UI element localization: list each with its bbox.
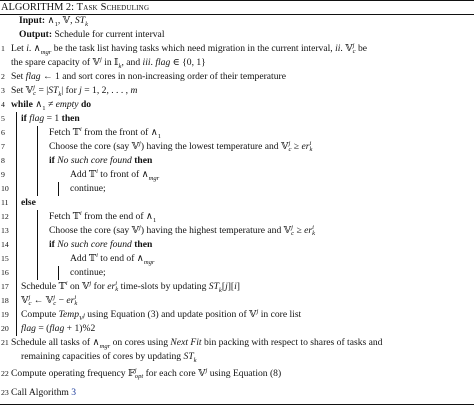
algorithm-line-8 xyxy=(0,154,474,168)
line-text: if flag = 1 then xyxy=(21,113,80,124)
line-number: 14 xyxy=(1,240,9,249)
line-number: 1 xyxy=(1,44,5,53)
line-number: 21 xyxy=(1,338,9,347)
line-number: 2 xyxy=(1,72,5,81)
line-number: 22 xyxy=(1,369,9,378)
line-text: Compute operating frequency 𝔽j opt for each core 𝕍$^j$ using Equation (8) xyxy=(11,366,282,380)
line-text: Add 𝕋$^i$ to front of $\wedge_{mgr}$ xyxy=(70,167,160,182)
algorithm-title xyxy=(1,1,149,14)
input-value: $\wedge_1$, 𝕍, $ST_k$ xyxy=(47,15,88,28)
algorithm-line-12 xyxy=(0,210,474,224)
algorithm-line-14 xyxy=(0,238,474,252)
line-number: 16 xyxy=(1,268,9,277)
line-number: 9 xyxy=(1,170,5,179)
line-text: Fetch 𝕋$^i$ from the front of $\wedge_1$ xyxy=(49,125,162,140)
algorithm-line-23 xyxy=(0,386,474,400)
line-text: Call Algorithm 3 xyxy=(11,387,77,398)
line-number: 5 xyxy=(1,114,5,123)
line-text: continue; xyxy=(70,183,106,194)
line-number: 20 xyxy=(1,324,9,333)
algorithm-line-20 xyxy=(0,322,474,336)
line-number: 6 xyxy=(1,128,5,137)
line-number: 12 xyxy=(1,212,9,221)
algorithm-name: Task Scheduling xyxy=(76,2,150,13)
line-number: 19 xyxy=(1,310,9,319)
bottom-rule xyxy=(0,404,474,405)
algorithm-line-19 xyxy=(0,308,474,322)
output-label: Output: xyxy=(19,29,53,40)
algorithm-line-2 xyxy=(0,70,474,84)
algorithm-line-10 xyxy=(0,182,474,196)
algorithm-line-1: 1 Let i. $\wedge_{mgr}$ be the task list having tasks which need migration in the current interval, ii. 𝕍j c be the spare capacity of 𝕍$^j$ in 𝕀$_k$, and iii. flag ∈ {0, 1} xyxy=(1,41,368,70)
line-number: 17 xyxy=(1,282,9,291)
algorithm-line-11 xyxy=(0,196,474,210)
output-line xyxy=(0,28,474,42)
algorithm-line-17 xyxy=(0,280,474,294)
algorithm-line-7 xyxy=(0,140,474,154)
line-number: 15 xyxy=(1,254,9,263)
algorithm-line-16 xyxy=(0,266,474,280)
algorithm-line-15 xyxy=(0,252,474,266)
algorithm-line-6 xyxy=(0,126,474,140)
input-label: Input: xyxy=(19,15,46,26)
algorithm-number: ALGORITHM 2: xyxy=(1,2,75,13)
line-text: Let i. $\wedge_{mgr}$ be the task list having tasks which need migration in the current interval, ii. 𝕍j c be xyxy=(11,41,368,56)
algorithm-line-18 xyxy=(0,294,474,308)
line-text: else xyxy=(21,197,36,208)
line-text: Choose the core (say 𝕍$^j$) having the lowest temperature and 𝕍j c ≥ eri k xyxy=(49,139,313,153)
line-text: Compute Temp$_{V^j}$ using Equation (3) and update position of 𝕍$^j$ in core list xyxy=(21,307,302,322)
line-number: 11 xyxy=(1,198,9,207)
line-text: continue; xyxy=(70,267,106,278)
line-text: if No such core found then xyxy=(49,239,153,250)
algorithm-line-3 xyxy=(0,84,474,98)
algorithm-line-22 xyxy=(0,364,474,384)
line-text: Fetch 𝕋$^i$ from the end of $\wedge_1$ xyxy=(49,209,157,224)
line-number: 4 xyxy=(1,100,5,109)
line-number: 23 xyxy=(1,388,9,397)
line-text: Schedule all tasks of $\wedge_{mgr}$ on cores using Next Fit bin packing with respect to shares of tasks and xyxy=(11,337,383,350)
algorithm-line-4 xyxy=(0,98,474,112)
line-text: while $\wedge_1$ ≠ empty do xyxy=(11,99,92,112)
line-number: 7 xyxy=(1,142,5,151)
input-line xyxy=(0,14,474,28)
line-text: if No such core found then xyxy=(49,155,153,166)
line-text: Add 𝕋$^i$ to end of $\wedge_{mgr}$ xyxy=(70,251,155,266)
line-text: Schedule 𝕋$^i$ on 𝕍$^j$ for eri k time-slots by updating $ST_k[j][i]$ xyxy=(21,279,240,294)
line-text: Set flag ← 1 and sort cores in non-increasing order of their temperature xyxy=(11,71,286,82)
line-text: 𝕍j c ← 𝕍j c − eri k xyxy=(21,293,78,307)
algorithm-line-13 xyxy=(0,224,474,238)
algorithm-line-21: 21 Schedule all tasks of $\wedge_{mgr}$ on cores using Next Fit bin packing with respect to shares of tasks and remaining capacities of cores by updating $ST_k$ xyxy=(1,337,383,364)
line-number: 10 xyxy=(1,184,9,193)
line-number: 18 xyxy=(1,296,9,305)
algorithm-line-5 xyxy=(0,112,474,126)
line-text: flag = (flag + 1)%2 xyxy=(21,323,96,334)
output-value: Schedule for current interval xyxy=(54,29,165,40)
line-number: 8 xyxy=(1,156,5,165)
line-number: 3 xyxy=(1,86,5,95)
line-text: Set 𝕍j $c = |ST_k|$ for j = 1, 2, . . . , m xyxy=(11,83,138,98)
algorithm-line-9 xyxy=(0,168,474,182)
line-number: 13 xyxy=(1,226,9,235)
line-text: Choose the core (say 𝕍$^j$) having the highest temperature and 𝕍j c ≥ eri k xyxy=(49,223,316,237)
